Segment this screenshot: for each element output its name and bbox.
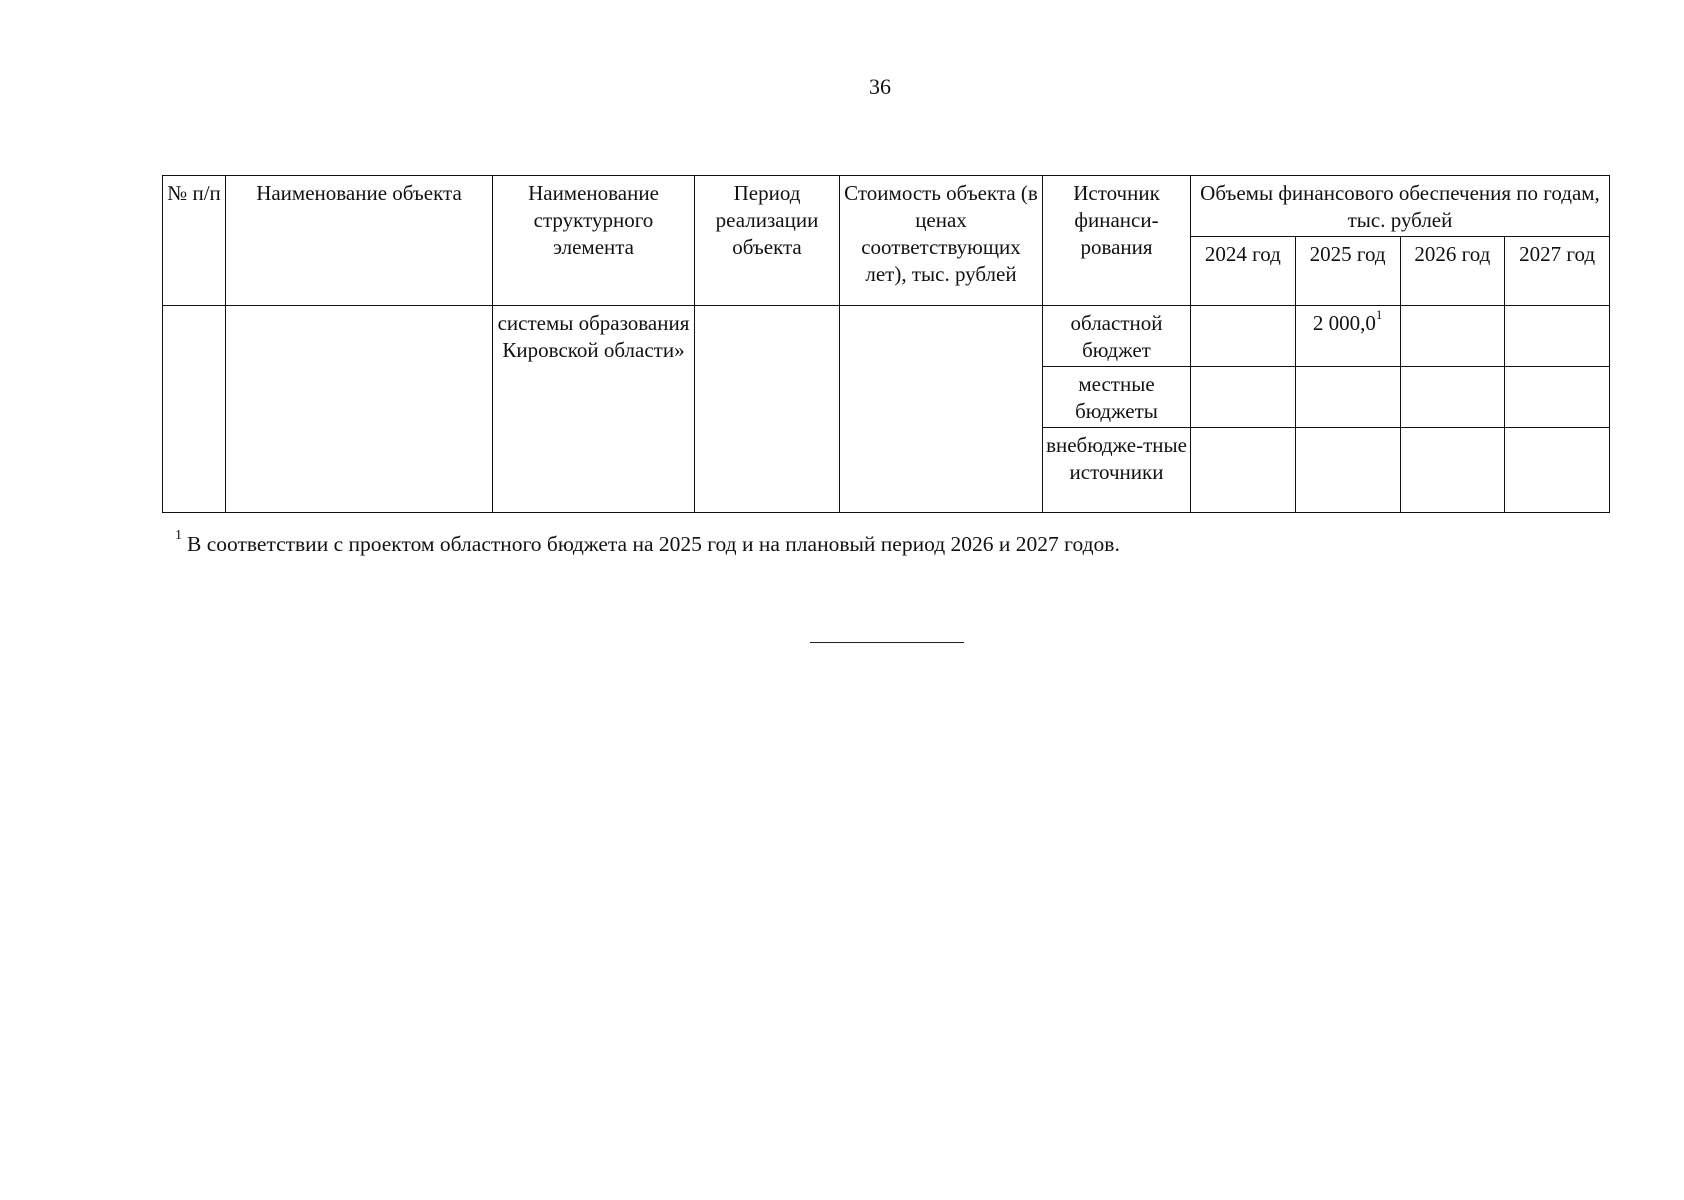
footnote-mark: 1 <box>1375 307 1383 322</box>
cell-value <box>1400 306 1505 367</box>
footnote-text: В соответствии с проектом областного бюджета на 2025 год и на плановый период 2026 и 2027 годов. <box>187 532 1120 556</box>
cell-period <box>695 306 840 513</box>
cell-value-2025 <box>1295 306 1400 367</box>
cell-object-name <box>226 306 493 513</box>
header-volumes: Объемы финансового обеспечения по годам, тыс. рублей <box>1191 176 1610 237</box>
header-no: № п/п <box>163 176 226 306</box>
cell-source: внебюдже-тные источники <box>1043 428 1191 513</box>
cell-value <box>1295 367 1400 428</box>
table-row <box>163 306 1610 367</box>
cell-value <box>1295 428 1400 513</box>
cell-source: местные бюджеты <box>1043 367 1191 428</box>
financing-table <box>162 175 1610 513</box>
header-period: Период реализации объекта <box>695 176 840 306</box>
footnote <box>175 528 1120 557</box>
cell-value <box>1191 428 1296 513</box>
end-divider <box>810 642 964 643</box>
header-year-2026: 2026 год <box>1400 237 1505 306</box>
cell-cost <box>840 306 1043 513</box>
cell-source: областной бюджет <box>1043 306 1191 367</box>
header-structural-element: Наименование структурного элемента <box>493 176 695 306</box>
cell-value <box>1505 428 1610 513</box>
header-year-2027: 2027 год <box>1505 237 1610 306</box>
cell-value <box>1505 367 1610 428</box>
cell-value <box>1191 306 1296 367</box>
cell-value <box>1400 428 1505 513</box>
value-text: 2 000,0 <box>1312 311 1376 335</box>
header-source: Источник финанси-рования <box>1043 176 1191 306</box>
header-object-name: Наименование объекта <box>226 176 493 306</box>
cell-structural-element: системы образования Кировской области» <box>493 306 695 513</box>
footnote-number: 1 <box>175 528 182 543</box>
header-year-2025: 2025 год <box>1295 237 1400 306</box>
cell-value <box>1400 367 1505 428</box>
page-number: 36 <box>869 74 891 99</box>
header-cost: Стоимость объекта (в ценах соответствующих лет), тыс. рублей <box>840 176 1043 306</box>
cell-value <box>1505 306 1610 367</box>
cell-value <box>1191 367 1296 428</box>
cell-no <box>163 306 226 513</box>
header-year-2024: 2024 год <box>1191 237 1296 306</box>
